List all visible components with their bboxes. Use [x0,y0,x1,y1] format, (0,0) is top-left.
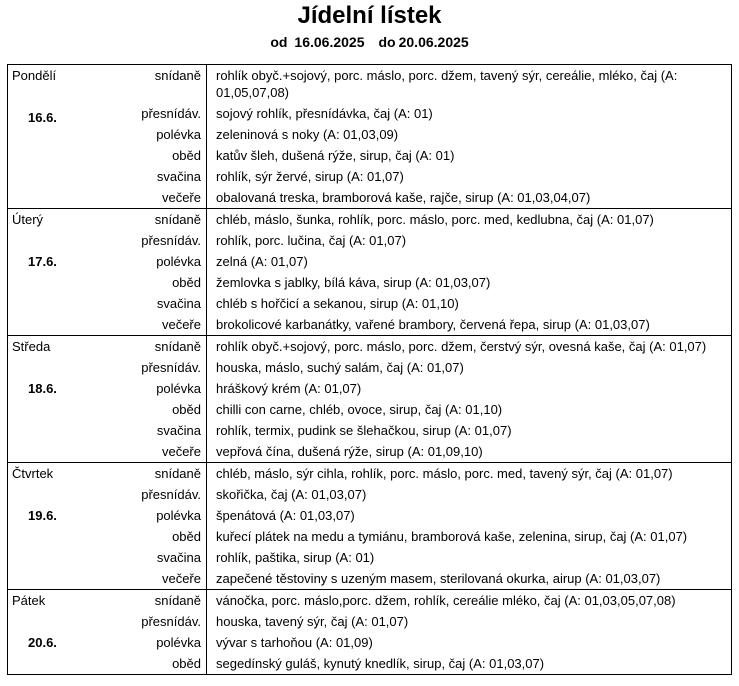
meal-type: přesnídáv. [141,106,201,121]
meal-description: špenátová (A: 01,03,07) [216,508,355,523]
meal-type: večeře [161,190,201,205]
meal-type: snídaně [154,593,201,608]
day-name: Pátek [12,593,46,608]
meal-row [207,611,731,632]
meal-type: snídaně [154,339,201,354]
meal-type: večeře [161,317,201,332]
day-name: Pondělí [12,68,57,83]
meal-row [207,441,731,462]
day-name: Středa [12,339,51,354]
meal-row [207,357,731,378]
meal-description: hráškový krém (A: 01,07) [216,381,362,396]
meal-description: rohlík, sýr žervé, sirup (A: 01,07) [216,169,404,184]
meal-type: polévka [156,381,201,396]
meal-type: večeře [161,571,201,586]
meal-row [207,293,731,314]
meal-type: oběd [172,656,201,671]
meal-type: polévka [156,254,201,269]
meal-description: vývar s tarhoňou (A: 01,09) [216,635,373,650]
meal-row [207,378,731,399]
meal-row [207,505,731,526]
meal-row [207,251,731,272]
meal-description: vánočka, porc. máslo,porc. džem, rohlík, cereálie mléko, čaj (A: 01,03,05,07,08) [216,593,676,608]
meal-description: žemlovka s jablky, bílá káva, sirup (A: 01,03,07) [216,275,491,290]
meal-list [207,590,731,674]
day-info [8,336,207,462]
meal-type: polévka [156,635,201,650]
meal-description: sojový rohlík, přesnídávka, čaj (A: 01) [216,106,433,121]
meal-type: svačina [156,550,201,565]
day-info [8,65,207,208]
meal-row [207,590,731,611]
meal-description: obalovaná treska, bramborová kaše, rajče, sirup (A: 01,03,04,07) [216,190,591,205]
date-range [0,33,739,51]
meal-row [207,65,731,103]
meal-type: oběd [172,529,201,544]
meal-row [207,547,731,568]
meal-description: zeleninová s noky (A: 01,03,09) [216,127,399,142]
day-date: 19.6. [28,508,57,523]
meal-description: chléb, máslo, šunka, rohlík, porc. máslo, porc. med, kedlubna, čaj (A: 01,07) [216,212,654,227]
menu-title: Jídelní lístek [297,2,442,29]
meal-type: přesnídáv. [141,487,201,502]
meal-description: kuřecí plátek na medu a tymiánu, bramborová kaše, zelenina, sirup, čaj (A: 01,07) [216,529,688,544]
meal-type: svačina [156,423,201,438]
meal-row [207,484,731,505]
meal-row [207,420,731,441]
day-info [8,590,207,674]
meal-list [207,463,731,589]
meal-description: rohlík obyč.+sojový, porc. máslo, porc. džem, čerstvý sýr, ovesná kaše, čaj (A: 01,07) [216,339,707,354]
day-block [7,462,732,590]
meal-type: snídaně [154,466,201,481]
meal-row [207,336,731,357]
meal-row [207,399,731,420]
meal-row [207,632,731,653]
meal-row [207,209,731,230]
meal-description: chléb, máslo, sýr cihla, rohlík, porc. máslo, porc. med, tavený sýr, čaj (A: 01,07) [216,466,673,481]
meal-description: rohlík, porc. lučina, čaj (A: 01,07) [216,233,407,248]
meal-description: houska, máslo, suchý salám, čaj (A: 01,07) [216,360,464,375]
meal-description: zapečené těstoviny s uzeným masem, sterilovaná okurka, airup (A: 01,03,07) [216,571,661,586]
day-date: 20.6. [28,635,57,650]
meal-row [207,463,731,484]
meal-type: svačina [156,169,201,184]
day-name: Čtvrtek [12,466,54,481]
meal-list [207,65,731,208]
day-block [7,335,732,463]
meal-description: brokolicové karbanátky, vařené brambory, červená řepa, sirup (A: 01,03,07) [216,317,650,332]
meal-type: přesnídáv. [141,360,201,375]
meal-type: snídaně [154,212,201,227]
meal-row [207,187,731,208]
day-block [7,65,732,209]
meal-type: polévka [156,508,201,523]
meal-row [207,314,731,335]
meal-row [207,568,731,589]
day-block [7,589,732,674]
meal-row [207,230,731,251]
meal-description: zelná (A: 01,07) [216,254,308,269]
meal-type: oběd [172,148,201,163]
date-to-label: do [378,34,396,50]
date-to: 20.06.2025 [398,34,469,50]
meal-row [207,145,731,166]
meal-description: chléb s hořčicí a sekanou, sirup (A: 01,10) [216,296,459,311]
meal-type: přesnídáv. [141,614,201,629]
date-from-label: od [270,34,288,50]
meal-row [207,103,731,124]
meal-type: oběd [172,275,201,290]
meal-description: skořička, čaj (A: 01,03,07) [216,487,367,502]
meal-row [207,124,731,145]
meal-row [207,272,731,293]
day-date: 18.6. [28,381,57,396]
meal-description: rohlík obyč.+sojový, porc. máslo, porc. džem, tavený sýr, cereálie, mléko, čaj (A: 01,05,07,08) [216,68,678,100]
date-from: 16.06.2025 [294,34,365,50]
day-date: 16.6. [28,110,57,125]
meal-row [207,166,731,187]
meal-description: houska, tavený sýr, čaj (A: 01,07) [216,614,409,629]
menu-table [7,64,732,675]
day-name: Úterý [12,212,44,227]
meal-description: chilli con carne, chléb, ovoce, sirup, čaj (A: 01,10) [216,402,503,417]
meal-row [207,653,731,674]
meal-type: oběd [172,402,201,417]
meal-row [207,526,731,547]
meal-type: přesnídáv. [141,233,201,248]
meal-description: segedínský guláš, kynutý knedlík, sirup, čaj (A: 01,03,07) [216,656,545,671]
meal-description: katův šleh, dušená rýže, sirup, čaj (A: 01) [216,148,455,163]
meal-description: vepřová čína, dušená rýže, sirup (A: 01,09,10) [216,444,483,459]
day-date: 17.6. [28,254,57,269]
meal-list [207,209,731,335]
day-block [7,208,732,336]
day-info [8,209,207,335]
meal-type: snídaně [154,68,201,83]
meal-description: rohlík, termix, pudink se šlehačkou, sirup (A: 01,07) [216,423,512,438]
meal-type: svačina [156,296,201,311]
meal-type: polévka [156,127,201,142]
meal-description: rohlík, paštika, sirup (A: 01) [216,550,375,565]
day-info [8,463,207,589]
meal-list [207,336,731,462]
meal-type: večeře [161,444,201,459]
